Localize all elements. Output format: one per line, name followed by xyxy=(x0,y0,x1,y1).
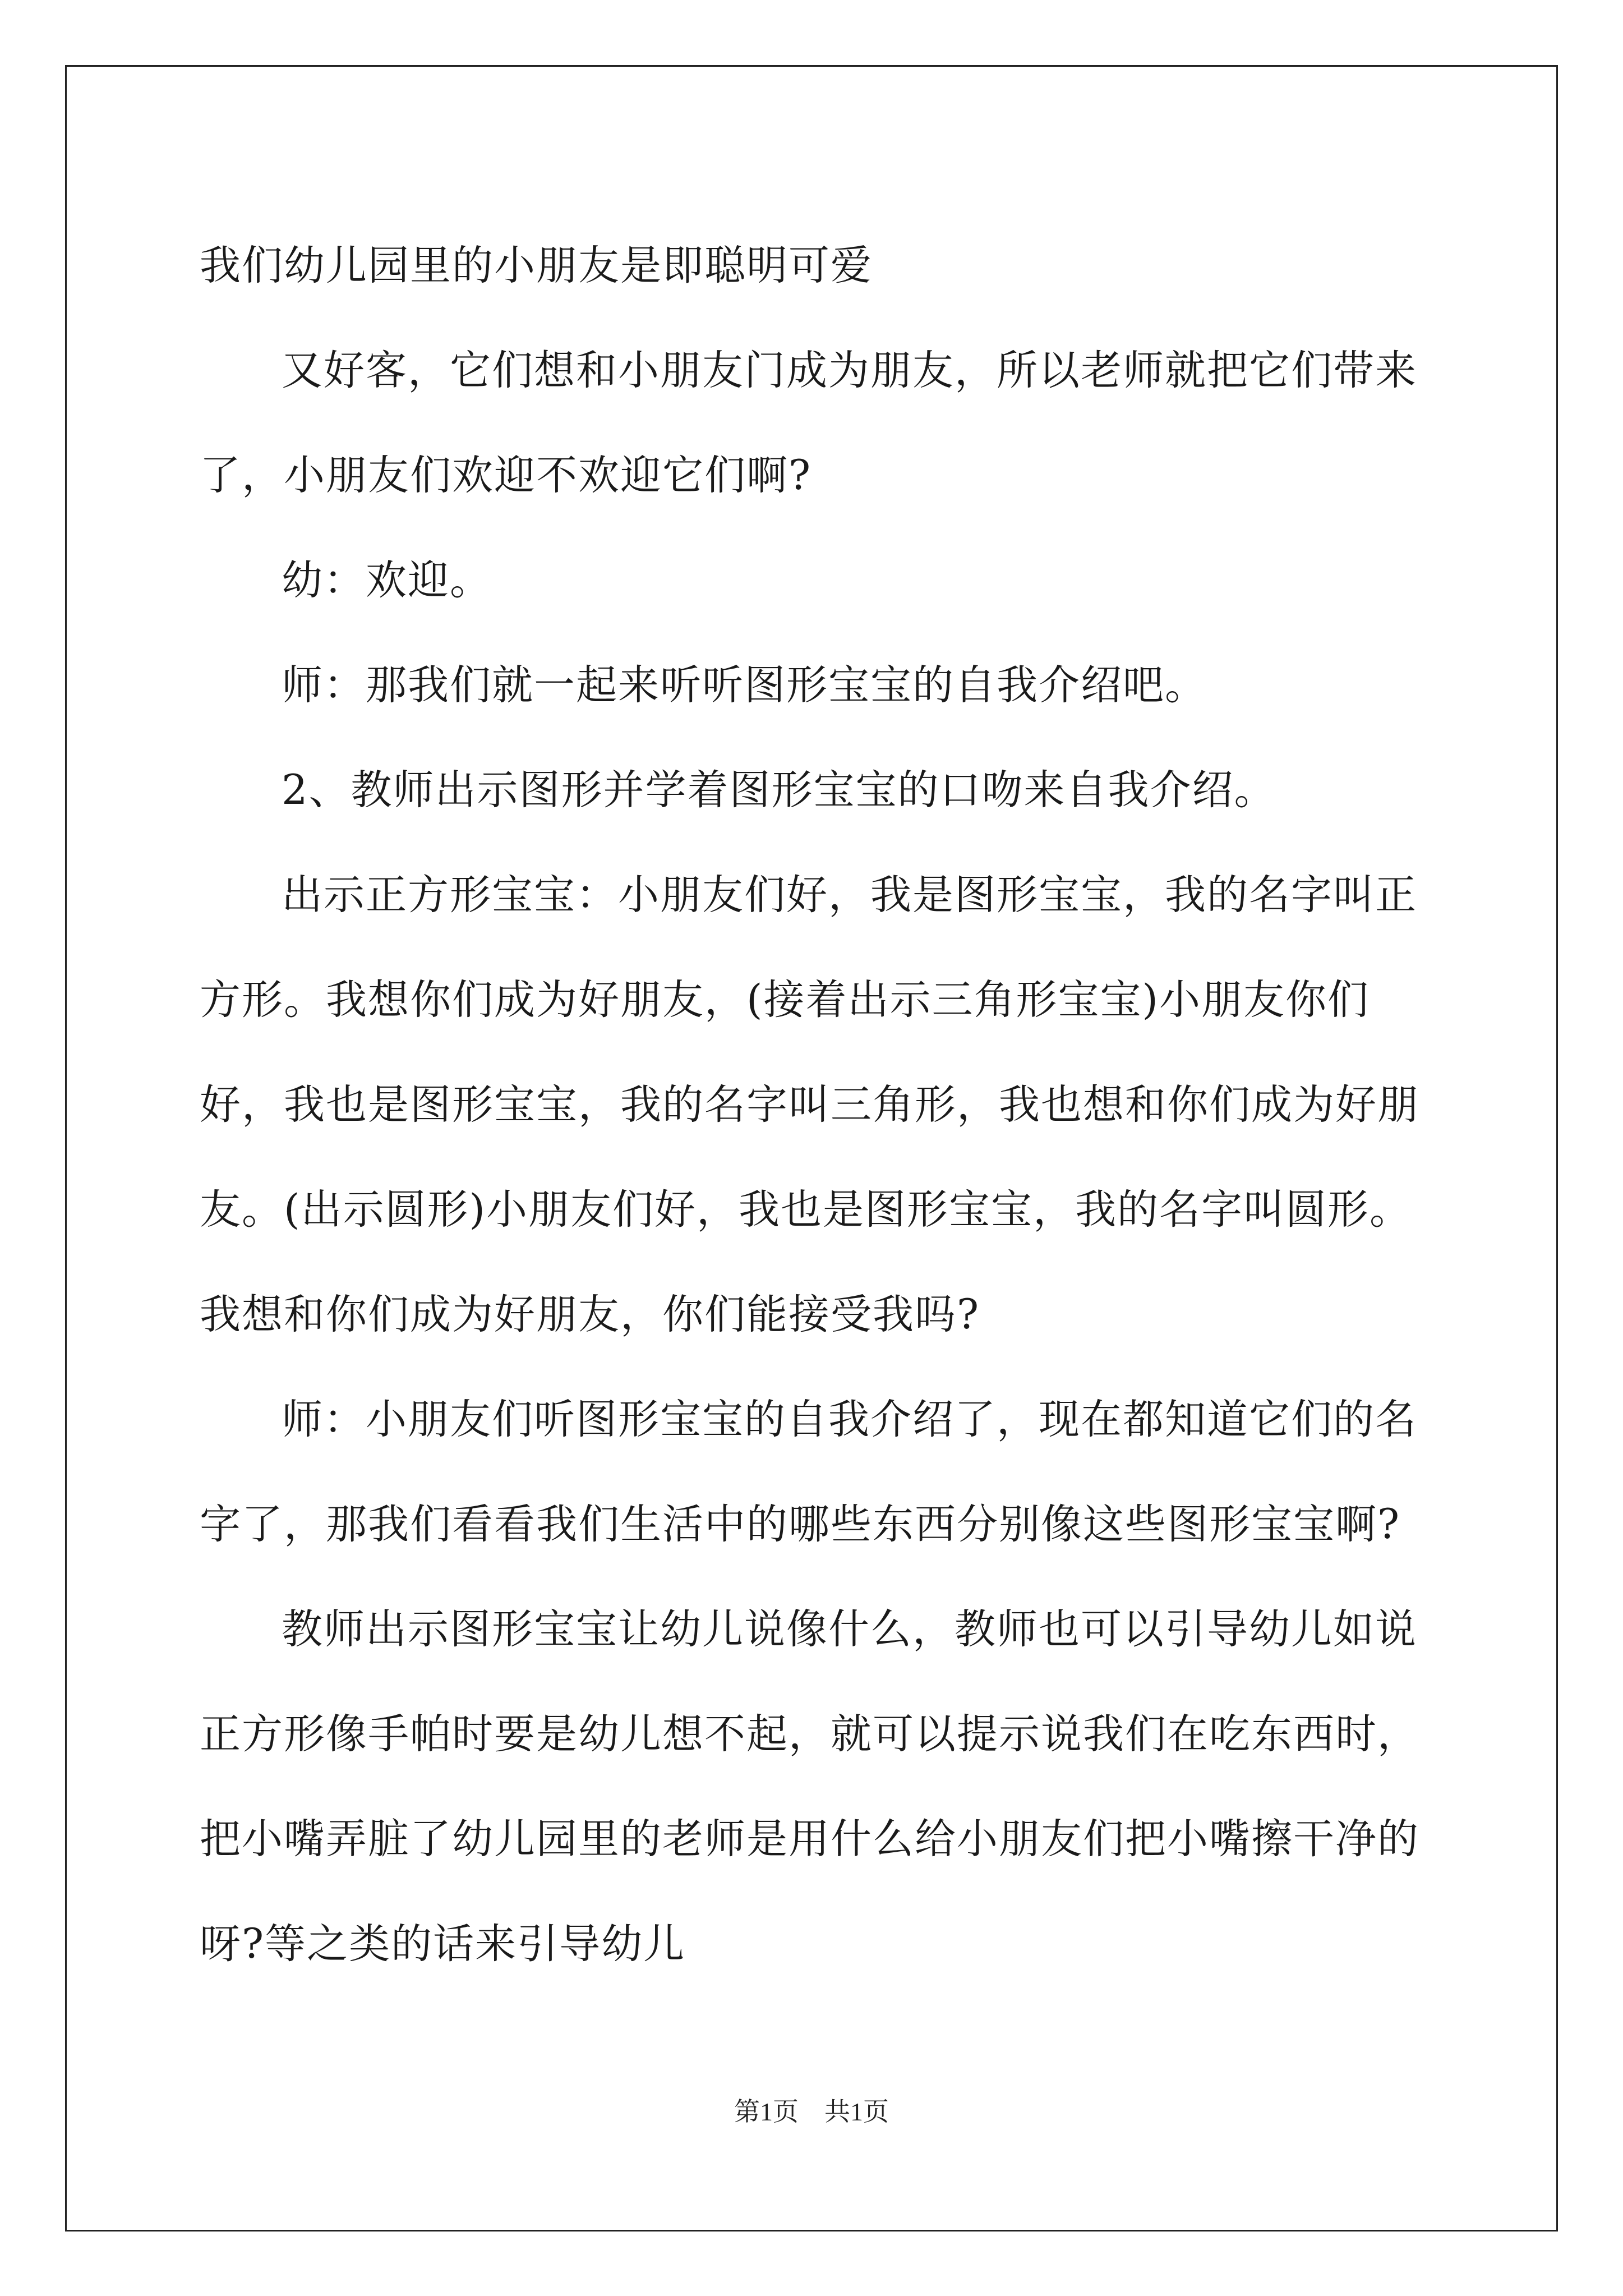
page-total: 共1页 xyxy=(824,2097,889,2126)
paragraph-6: 出示正方形宝宝：小朋友们好，我是图形宝宝，我的名字叫正方形。我想你们成为好朋友，(接着出示三角形宝宝)小朋友你们好，我也是图形宝宝，我的名字叫三角形，我也想和你们成为好朋友。(出示圆形)小朋友们好，我也是图形宝宝，我的名字叫圆形。我想和你们成为好朋友，你们能接受我吗? xyxy=(200,871,1419,1338)
paragraph-5: 2、教师出示图形并学着图形宝宝的口吻来自我介绍。 xyxy=(282,766,1276,814)
paragraph-4: 师：那我们就一起来听听图形宝宝的自我介绍吧。 xyxy=(282,661,1207,709)
paragraph-2: 又好客，它们想和小朋友门成为朋友，所以老师就把它们带来了，小朋友们欢迎不欢迎它们啊? xyxy=(200,347,1417,499)
page-number: 第1页 xyxy=(734,2097,799,2126)
page-footer xyxy=(0,2091,1623,2128)
paragraph-7: 师：小朋友们听图形宝宝的自我介绍了，现在都知道它们的名字了，那我们看看我们生活中的哪些东西分别像这些图形宝宝啊? xyxy=(200,1396,1417,1548)
paragraph-8: 教师出示图形宝宝让幼儿说像什么，教师也可以引导幼儿如说正方形像手帕时要是幼儿想不起，就可以提示说我们在吃东西时，把小嘴弄脏了幼儿园里的老师是用什么给小朋友们把小嘴擦干净的呀?等之类的话来引导幼儿 xyxy=(200,1605,1419,1968)
paragraph-1: 我们幼儿园里的小朋友是即聪明可爱 xyxy=(200,242,873,289)
document-body xyxy=(200,213,1428,1996)
paragraph-3: 幼：欢迎。 xyxy=(282,556,492,604)
